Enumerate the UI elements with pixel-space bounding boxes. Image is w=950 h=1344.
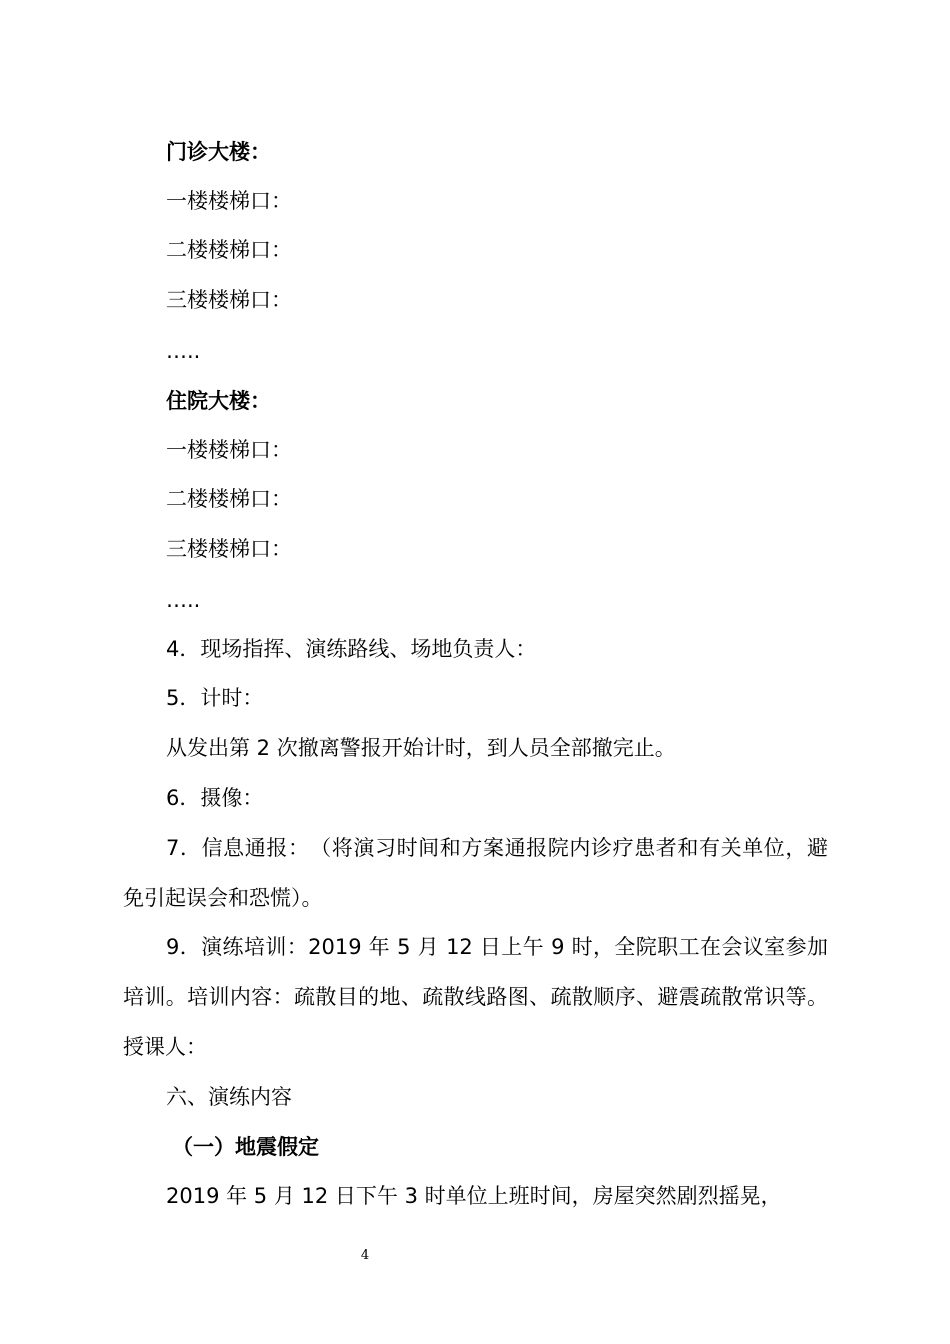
- inpatient-building-heading: 住院大楼：: [166, 389, 271, 413]
- item-7-notification: 7．信息通报： （将演习时间和方案通报院内诊疗患者和有关单位，避免引起误会和恐慌）。: [123, 836, 828, 910]
- earthquake-assumption-heading: （一）地震假定: [172, 1135, 319, 1159]
- outpatient-ellipsis: …..: [166, 339, 201, 363]
- earthquake-assumption-text: 2019 年 5 月 12 日下午 3 时单位上班时间，房屋突然剧烈摇晃，: [166, 1184, 782, 1208]
- outpatient-floor2-stairs: 二楼楼梯口：: [166, 238, 292, 262]
- outpatient-building-heading: 门诊大楼：: [166, 140, 271, 164]
- item-6-camera: 6．摄像：: [166, 786, 264, 810]
- inpatient-floor1-stairs: 一楼楼梯口：: [166, 438, 292, 462]
- inpatient-ellipsis: …..: [166, 588, 201, 612]
- item-5-timing: 5．计时：: [166, 686, 264, 710]
- inpatient-floor2-stairs: 二楼楼梯口：: [166, 487, 292, 511]
- item-4-commander: 4．现场指挥、演练路线、场地负责人：: [166, 637, 537, 661]
- section-6-heading: 六、演练内容: [166, 1085, 292, 1109]
- item-5-timing-detail: 从发出第 2 次撤离警报开始计时，到人员全部撤完止。: [166, 736, 676, 760]
- page-number: 4: [360, 1248, 370, 1263]
- outpatient-floor3-stairs: 三楼楼梯口：: [166, 288, 292, 312]
- item-9-training: 9．演练培训：2019 年 5 月 12 日上午 9 时，全院职工在会议室参加培训。培训内容：疏散目的地、疏散线路图、疏散顺序、避震疏散常识等。 授课人：: [123, 935, 828, 1059]
- inpatient-floor3-stairs: 三楼楼梯口：: [166, 537, 292, 561]
- outpatient-floor1-stairs: 一楼楼梯口：: [166, 189, 292, 213]
